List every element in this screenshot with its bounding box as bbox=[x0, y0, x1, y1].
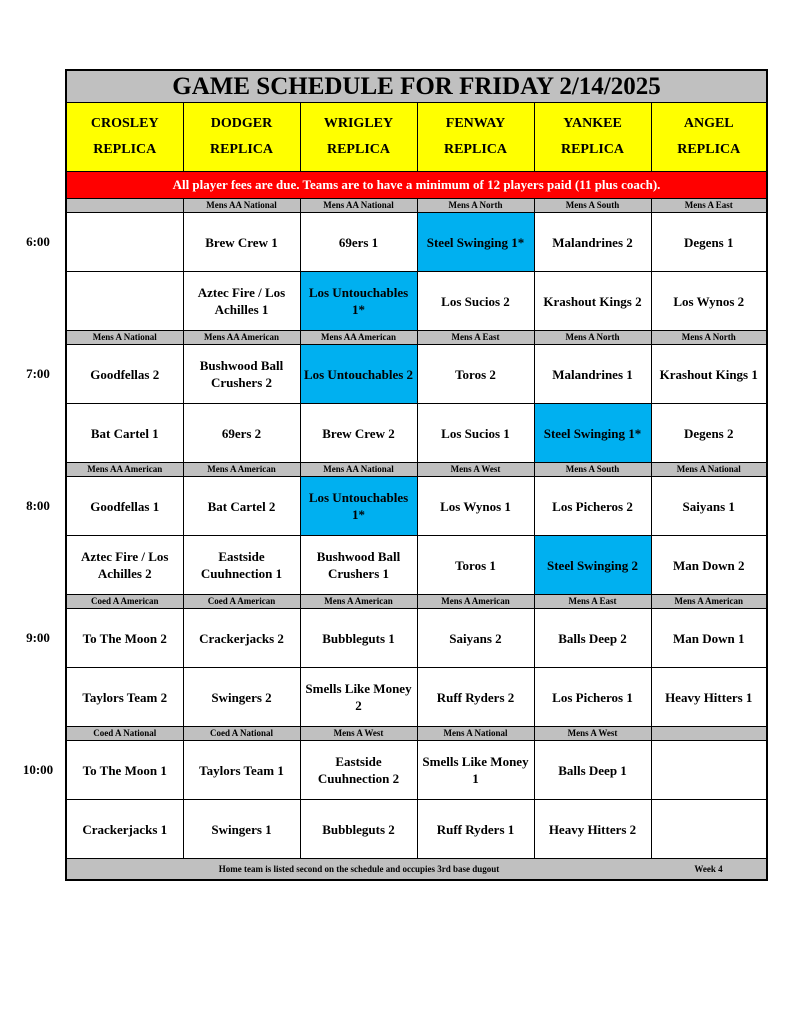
schedule-table bbox=[65, 69, 768, 881]
field-name: WRIGLEY bbox=[323, 116, 394, 131]
away-team: Brew Crew 1 bbox=[183, 213, 300, 272]
field-subtitle: REPLICA bbox=[560, 142, 624, 157]
division-label: Mens A North bbox=[417, 199, 534, 213]
game-row-home bbox=[66, 668, 767, 727]
away-team bbox=[651, 741, 767, 800]
away-team: Bat Cartel 2 bbox=[183, 477, 300, 536]
home-team: Heavy Hitters 1 bbox=[651, 668, 767, 727]
division-label: Mens A North bbox=[534, 331, 651, 345]
away-team: To The Moon 1 bbox=[66, 741, 183, 800]
field-name: DODGER bbox=[210, 116, 273, 131]
home-team: Los Untouchables 1* bbox=[300, 272, 417, 331]
home-team bbox=[651, 800, 767, 859]
home-team: Brew Crew 2 bbox=[300, 404, 417, 463]
away-team: Saiyans 1 bbox=[651, 477, 767, 536]
away-team: Los Untouchables 1* bbox=[300, 477, 417, 536]
home-team: Aztec Fire / Los Achilles 2 bbox=[66, 536, 183, 595]
field-header bbox=[651, 103, 767, 172]
time-label: 8:00 bbox=[26, 498, 50, 513]
game-row-away bbox=[66, 741, 767, 800]
time-label: 10:00 bbox=[22, 762, 54, 777]
field-subtitle: REPLICA bbox=[93, 142, 157, 157]
home-team: Los Wynos 2 bbox=[651, 272, 767, 331]
division-label: Coed A American bbox=[66, 595, 183, 609]
field-subtitle: REPLICA bbox=[677, 142, 741, 157]
division-label: Mens AA National bbox=[300, 463, 417, 477]
footer-row bbox=[66, 859, 767, 881]
home-team: Bat Cartel 1 bbox=[66, 404, 183, 463]
footer-note: Home team is listed second on the schedule and occupies 3rd base dugout bbox=[66, 859, 651, 881]
page-title: GAME SCHEDULE FOR FRIDAY 2/14/2025 bbox=[66, 70, 767, 103]
home-team: Swingers 2 bbox=[183, 668, 300, 727]
home-team: Smells Like Money 2 bbox=[300, 668, 417, 727]
division-label: Mens A West bbox=[417, 463, 534, 477]
field-header bbox=[417, 103, 534, 172]
field-name: YANKEE bbox=[563, 116, 622, 131]
away-team: Toros 2 bbox=[417, 345, 534, 404]
fee-notice: All player fees are due. Teams are to have a minimum of 12 players paid (11 plus coach). bbox=[66, 172, 767, 199]
home-team: Crackerjacks 1 bbox=[66, 800, 183, 859]
away-team: To The Moon 2 bbox=[66, 609, 183, 668]
home-team: Ruff Ryders 1 bbox=[417, 800, 534, 859]
home-team: Eastside Cuuhnection 1 bbox=[183, 536, 300, 595]
home-team: Los Sucios 2 bbox=[417, 272, 534, 331]
home-team: Steel Swinging 1* bbox=[534, 404, 651, 463]
field-header-row bbox=[66, 103, 767, 172]
game-row-home bbox=[66, 404, 767, 463]
time-label: 7:00 bbox=[26, 366, 50, 381]
division-label: Mens AA American bbox=[183, 331, 300, 345]
division-label: Mens AA National bbox=[300, 199, 417, 213]
home-team: Bubbleguts 2 bbox=[300, 800, 417, 859]
division-label: Coed A American bbox=[183, 595, 300, 609]
division-row bbox=[66, 199, 767, 213]
home-team: Bushwood Ball Crushers 1 bbox=[300, 536, 417, 595]
division-label: Mens A National bbox=[651, 463, 767, 477]
division-row bbox=[66, 331, 767, 345]
home-team: Toros 1 bbox=[417, 536, 534, 595]
division-label: Mens A American bbox=[417, 595, 534, 609]
home-team: Ruff Ryders 2 bbox=[417, 668, 534, 727]
away-team: Bushwood Ball Crushers 2 bbox=[183, 345, 300, 404]
field-name: CROSLEY bbox=[90, 116, 159, 131]
division-label: Mens A American bbox=[651, 595, 767, 609]
home-team: Degens 2 bbox=[651, 404, 767, 463]
home-team: Aztec Fire / Los Achilles 1 bbox=[183, 272, 300, 331]
game-row-away bbox=[66, 213, 767, 272]
division-label: Coed A National bbox=[66, 727, 183, 741]
home-team: Heavy Hitters 2 bbox=[534, 800, 651, 859]
field-subtitle: REPLICA bbox=[209, 142, 273, 157]
home-team: Los Picheros 1 bbox=[534, 668, 651, 727]
field-header bbox=[66, 103, 183, 172]
away-team: 69ers 1 bbox=[300, 213, 417, 272]
field-name: FENWAY bbox=[445, 116, 506, 131]
away-team: Goodfellas 1 bbox=[66, 477, 183, 536]
home-team: Krashout Kings 2 bbox=[534, 272, 651, 331]
game-row-away bbox=[66, 609, 767, 668]
home-team: Swingers 1 bbox=[183, 800, 300, 859]
time-label: 6:00 bbox=[26, 234, 50, 249]
division-label: Mens A West bbox=[534, 727, 651, 741]
away-team: Steel Swinging 1* bbox=[417, 213, 534, 272]
away-team: Goodfellas 2 bbox=[66, 345, 183, 404]
away-team: Smells Like Money 1 bbox=[417, 741, 534, 800]
away-team: Taylors Team 1 bbox=[183, 741, 300, 800]
home-team: Steel Swinging 2 bbox=[534, 536, 651, 595]
division-label: Mens AA American bbox=[66, 463, 183, 477]
division-label bbox=[66, 199, 183, 213]
division-label: Mens A National bbox=[417, 727, 534, 741]
game-row-away bbox=[66, 345, 767, 404]
division-label: Mens A American bbox=[300, 595, 417, 609]
away-team: Malandrines 2 bbox=[534, 213, 651, 272]
division-label: Mens A East bbox=[651, 199, 767, 213]
division-label: Mens A South bbox=[534, 463, 651, 477]
away-team: Crackerjacks 2 bbox=[183, 609, 300, 668]
away-team: Balls Deep 1 bbox=[534, 741, 651, 800]
away-team: Los Untouchables 2 bbox=[300, 345, 417, 404]
home-team: Man Down 2 bbox=[651, 536, 767, 595]
division-label: Mens A South bbox=[534, 199, 651, 213]
home-team: Los Sucios 1 bbox=[417, 404, 534, 463]
field-header bbox=[300, 103, 417, 172]
division-label bbox=[651, 727, 767, 741]
home-team: 69ers 2 bbox=[183, 404, 300, 463]
away-team: Saiyans 2 bbox=[417, 609, 534, 668]
division-label: Mens A East bbox=[417, 331, 534, 345]
division-label: Mens A West bbox=[300, 727, 417, 741]
away-team: Balls Deep 2 bbox=[534, 609, 651, 668]
game-row-home bbox=[66, 536, 767, 595]
field-header bbox=[534, 103, 651, 172]
away-team: Malandrines 1 bbox=[534, 345, 651, 404]
division-label: Mens AA National bbox=[183, 199, 300, 213]
division-label: Mens AA American bbox=[300, 331, 417, 345]
home-team: Taylors Team 2 bbox=[66, 668, 183, 727]
division-row bbox=[66, 727, 767, 741]
division-label: Coed A National bbox=[183, 727, 300, 741]
division-label: Mens A East bbox=[534, 595, 651, 609]
game-row-away bbox=[66, 477, 767, 536]
away-team bbox=[66, 213, 183, 272]
field-subtitle: REPLICA bbox=[443, 142, 507, 157]
time-label: 9:00 bbox=[26, 630, 50, 645]
game-row-home bbox=[66, 272, 767, 331]
division-label: Mens A American bbox=[183, 463, 300, 477]
field-header bbox=[183, 103, 300, 172]
division-row bbox=[66, 463, 767, 477]
away-team: Los Wynos 1 bbox=[417, 477, 534, 536]
division-row bbox=[66, 595, 767, 609]
division-label: Mens A North bbox=[651, 331, 767, 345]
away-team: Eastside Cuuhnection 2 bbox=[300, 741, 417, 800]
away-team: Degens 1 bbox=[651, 213, 767, 272]
field-subtitle: REPLICA bbox=[326, 142, 390, 157]
away-team: Man Down 1 bbox=[651, 609, 767, 668]
away-team: Bubbleguts 1 bbox=[300, 609, 417, 668]
game-row-home bbox=[66, 800, 767, 859]
division-label: Mens A National bbox=[66, 331, 183, 345]
away-team: Krashout Kings 1 bbox=[651, 345, 767, 404]
field-name: ANGEL bbox=[683, 116, 734, 131]
away-team: Los Picheros 2 bbox=[534, 477, 651, 536]
home-team bbox=[66, 272, 183, 331]
week-label: Week 4 bbox=[651, 859, 767, 881]
